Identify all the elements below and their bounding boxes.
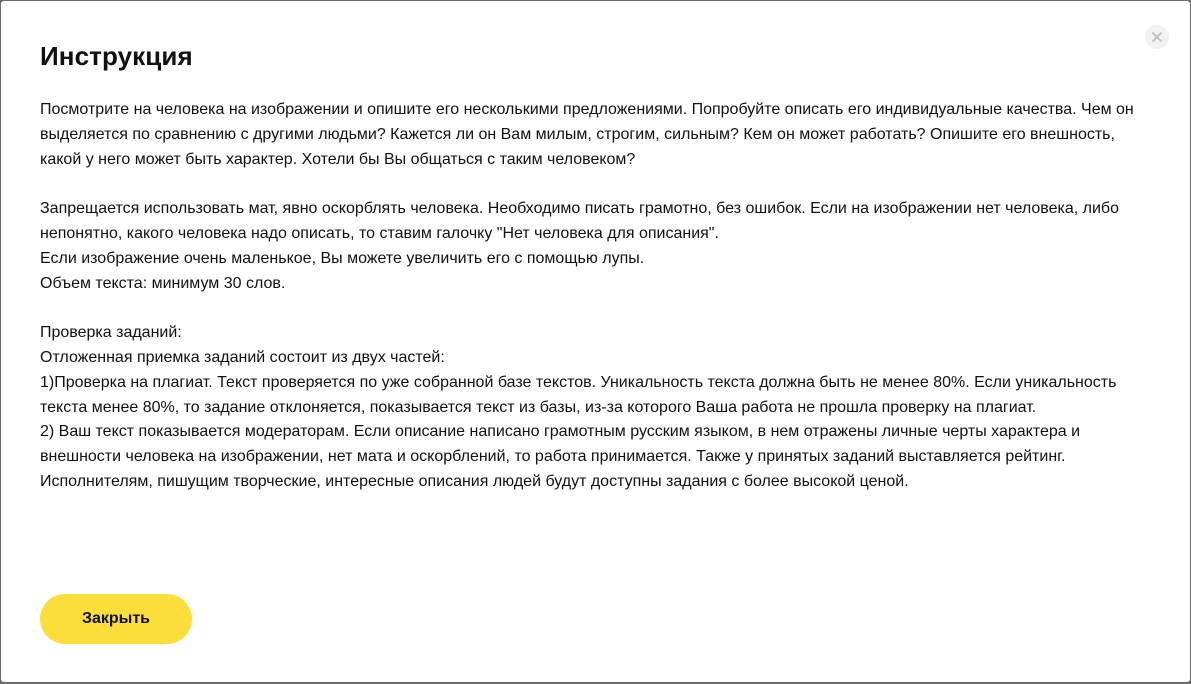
close-icon (1152, 32, 1162, 42)
check-step-1-paragraph: 1)Проверка на плагиат. Текст проверяется по уже собранной базе текстов. Уникальность текста должна быть не менее 80%. Если уникальность текста менее 80%, то задание отклоняется, показывается текст из базы, из-за которого Ваша работа не прошла проверку на плагиат. (40, 373, 1117, 416)
rules-paragraph: Запрещается использовать мат, явно оскорблять человека. Необходимо писать грамотно, без ошибок. Если на изображении нет человека, либо непонятно, какого человека надо описать, то ставим галочку "Нет человека для описания". (40, 200, 1119, 242)
zoom-hint-paragraph: Если изображение очень маленькое, Вы можете увеличить его с помощью лупы. (40, 249, 645, 267)
instruction-text (40, 98, 1140, 495)
close-button[interactable]: Закрыть (40, 594, 192, 644)
check-heading: Проверка заданий: (40, 324, 182, 342)
word-count-paragraph: Объем текста: минимум 30 слов. (40, 274, 286, 292)
check-intro-paragraph: Отложенная приемка заданий состоит из двух частей: (40, 348, 445, 366)
paragraph-spacer (40, 172, 1140, 197)
modal-title: Инструкция (40, 41, 193, 71)
paragraph-spacer (40, 296, 1140, 321)
modal-close-x-button[interactable] (1145, 25, 1169, 49)
instruction-modal (1, 1, 1190, 682)
intro-paragraph: Посмотрите на человека на изображении и опишите его несколькими предложениями. Попробуйте описать его индивидуальные качества. Чем он выделяется по сравнению с другими людьми? Кажется ли он Вам милым, строгим, сильным? Кем он может работать? Опишите его внешность, какой у него может быть характер. Хотели бы Вы общаться с таким человеком? (40, 101, 1134, 168)
check-step-2-paragraph: 2) Ваш текст показывается модераторам. Если описание написано грамотным русским языком, в нем отражены личные черты характера и внешности человека на изображении, нет мата и оскорблений, то работа принимается. Также у принятых заданий выставляется рейтинг. Исполнителям, пишущим творческие, интересные описания людей будут доступны задания с более высокой ценой. (40, 423, 1081, 490)
